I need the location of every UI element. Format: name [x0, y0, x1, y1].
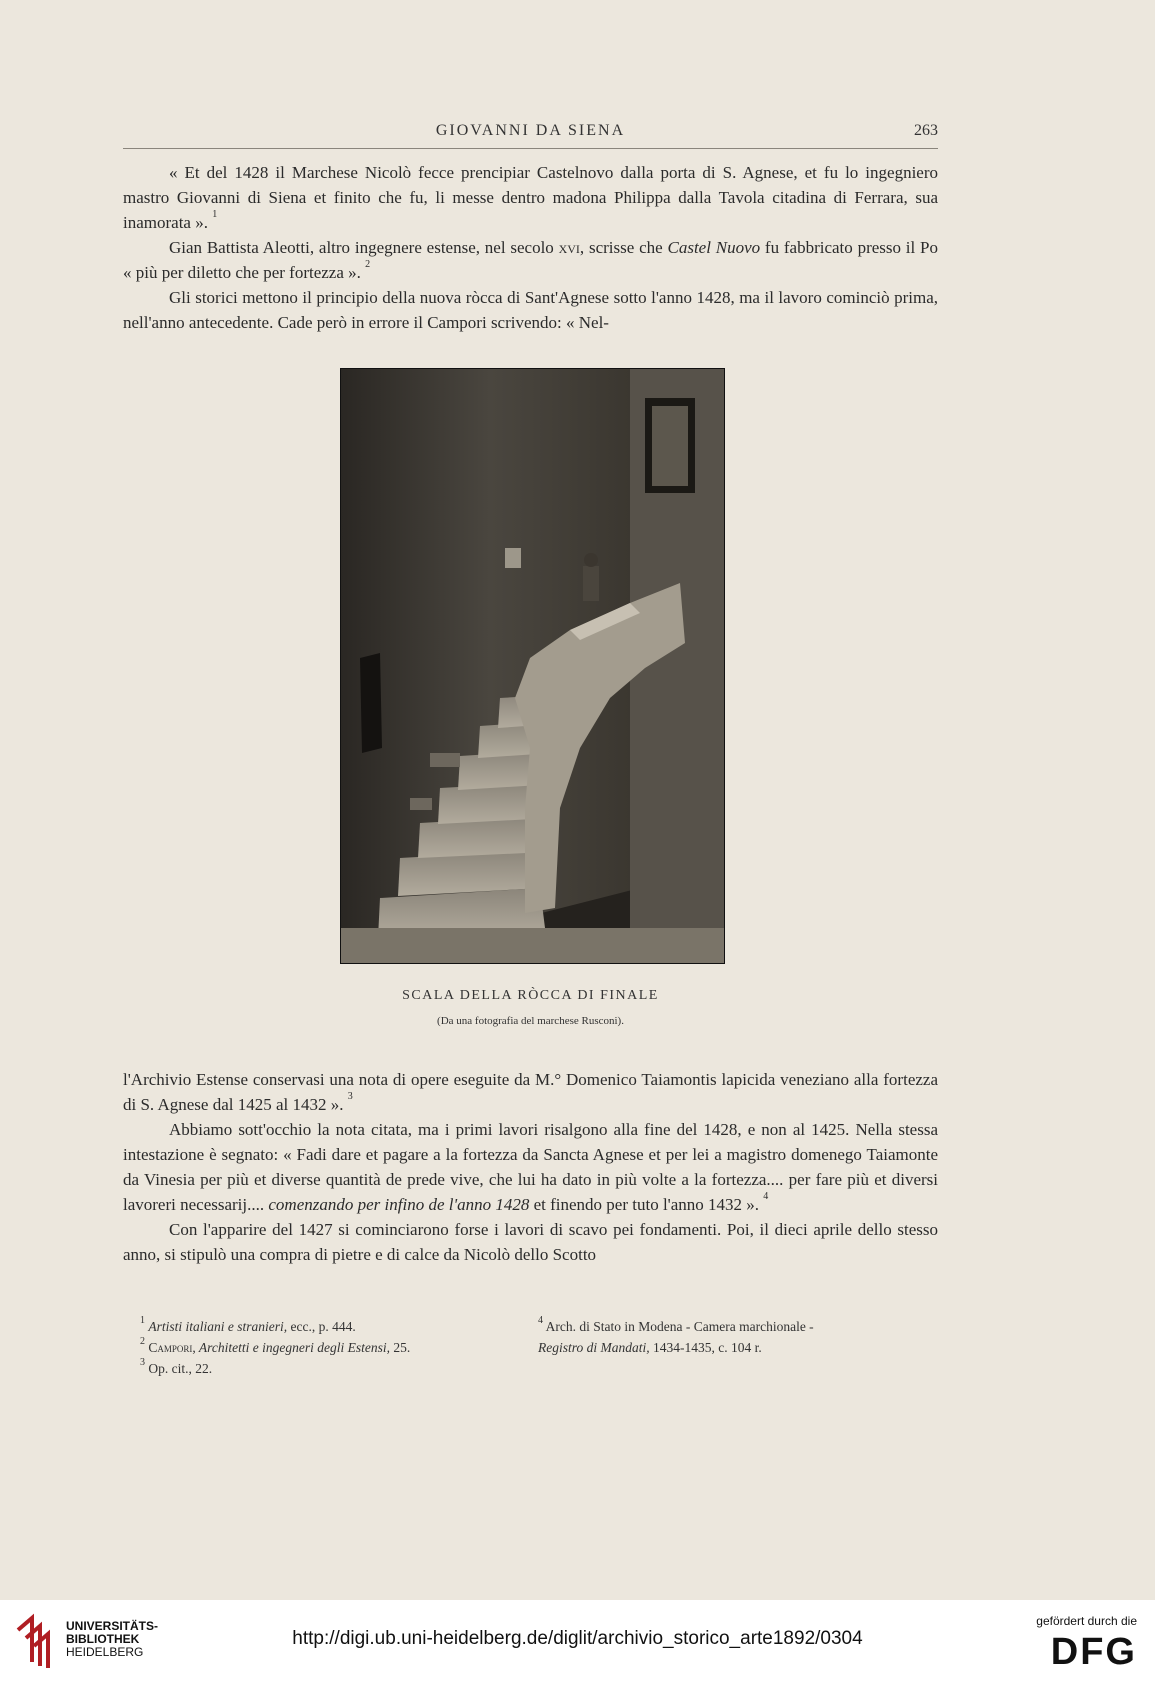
footnote-4-continued: Registro di Mandati, 1434-1435, c. 104 r.: [538, 1340, 762, 1355]
body-text-bottom: [123, 1067, 938, 1267]
paragraph: Con l'apparire del 1427 si cominciarono forse i lavori di scavo pei fondamenti. Poi, il dieci aprile dello stesso anno, si stipulò una compra di pietre e di calce da Nicolò dello Scotto: [123, 1220, 938, 1264]
footnotes-right-column: [538, 1316, 938, 1358]
footnote-ref[interactable]: 1: [212, 209, 218, 220]
running-header: [123, 118, 938, 149]
page-number: 263: [914, 122, 938, 139]
permalink-url[interactable]: http://digi.ub.uni-heidelberg.de/diglit/archivio_storico_arte1892/0304: [292, 1628, 863, 1649]
figure-caption: SCALA DELLA RÒCCA DI FINALE: [402, 988, 659, 1003]
digitization-footer: [0, 1600, 1155, 1681]
photograph-plate: [340, 368, 725, 964]
footnote-ref[interactable]: 2: [365, 259, 371, 270]
paragraph: Abbiamo sott'occhio la nota citata, ma i primi lavori risalgono alla fine del 1428, e non al 1425. Nella stessa intestazione è segnato: « Fadi dare et pagare a la fortezza da Sancta Agnese et per lei a magistro domenego Taiamonte da Vinesia per più et diverse quantità de prede vive, che lui ha dato in più volte a la fortezza.... per fare più et diversi lavoreri necessarij.... comenzando per infino de l'anno 1428 et finendo per tuto l'anno 1432 ». $^4$: [123, 1120, 938, 1214]
footnote-4: $^4$ Arch. di Stato in Modena - Camera marchionale -: [538, 1315, 814, 1334]
staircase-photo: [340, 368, 725, 964]
body-text-top: [123, 160, 938, 335]
library-name: UNIVERSITÄTS- BIBLIOTHEK HEIDELBERG: [66, 1619, 159, 1659]
footnote-ref[interactable]: 3: [347, 1091, 353, 1102]
paragraph: l'Archivio Estense conservasi una nota di opere eseguite da M.° Domenico Taiamontis lapicida veneziano alla fortezza di S. Agnese dal 1425 al 1432 ». $^3$: [123, 1070, 938, 1114]
footnote-ref[interactable]: 4: [763, 1191, 769, 1202]
running-title: GIOVANNI DA SIENA: [435, 122, 626, 139]
footnote-1: $^1$ Artisti italiani e stranieri, ecc., p. 444.: [140, 1315, 356, 1334]
paragraph: « Et del 1428 il Marchese Nicolò fecce prencipiar Castelnovo dalla porta di S. Agnese, et fu lo ingegniero mastro Giovanni di Siena et finito che fu, li messe dentro madona Philippa dalla Tavola citadina di Ferrara, sua inamorata ». $^1$: [123, 163, 938, 232]
footnote-3: $^3$ Op. cit., 22.: [140, 1357, 213, 1376]
dfg-logo: DFG: [1050, 1631, 1137, 1673]
footnotes-left-column: [140, 1316, 530, 1379]
paragraph: Gian Battista Aleotti, altro ingegnere estense, nel secolo xvi, scrisse che Castel Nuovo fu fabbricato presso il Po « più per diletto che per fortezza ». $^2$: [123, 238, 939, 282]
figure-credit: (Da una fotografia del marchese Rusconi).: [437, 1015, 624, 1027]
footnote-2: $^2$ Campori, Architetti e ingegneri degli Estensi, 25.: [140, 1336, 411, 1355]
funded-by-label: gefördert durch die: [1036, 1614, 1137, 1628]
paragraph: Gli storici mettono il principio della nuova ròcca di Sant'Agnese sotto l'anno 1428, ma il lavoro cominciò prima, nell'anno antecedente. Cade però in errore il Campori scrivendo: « Nel-: [123, 288, 938, 332]
